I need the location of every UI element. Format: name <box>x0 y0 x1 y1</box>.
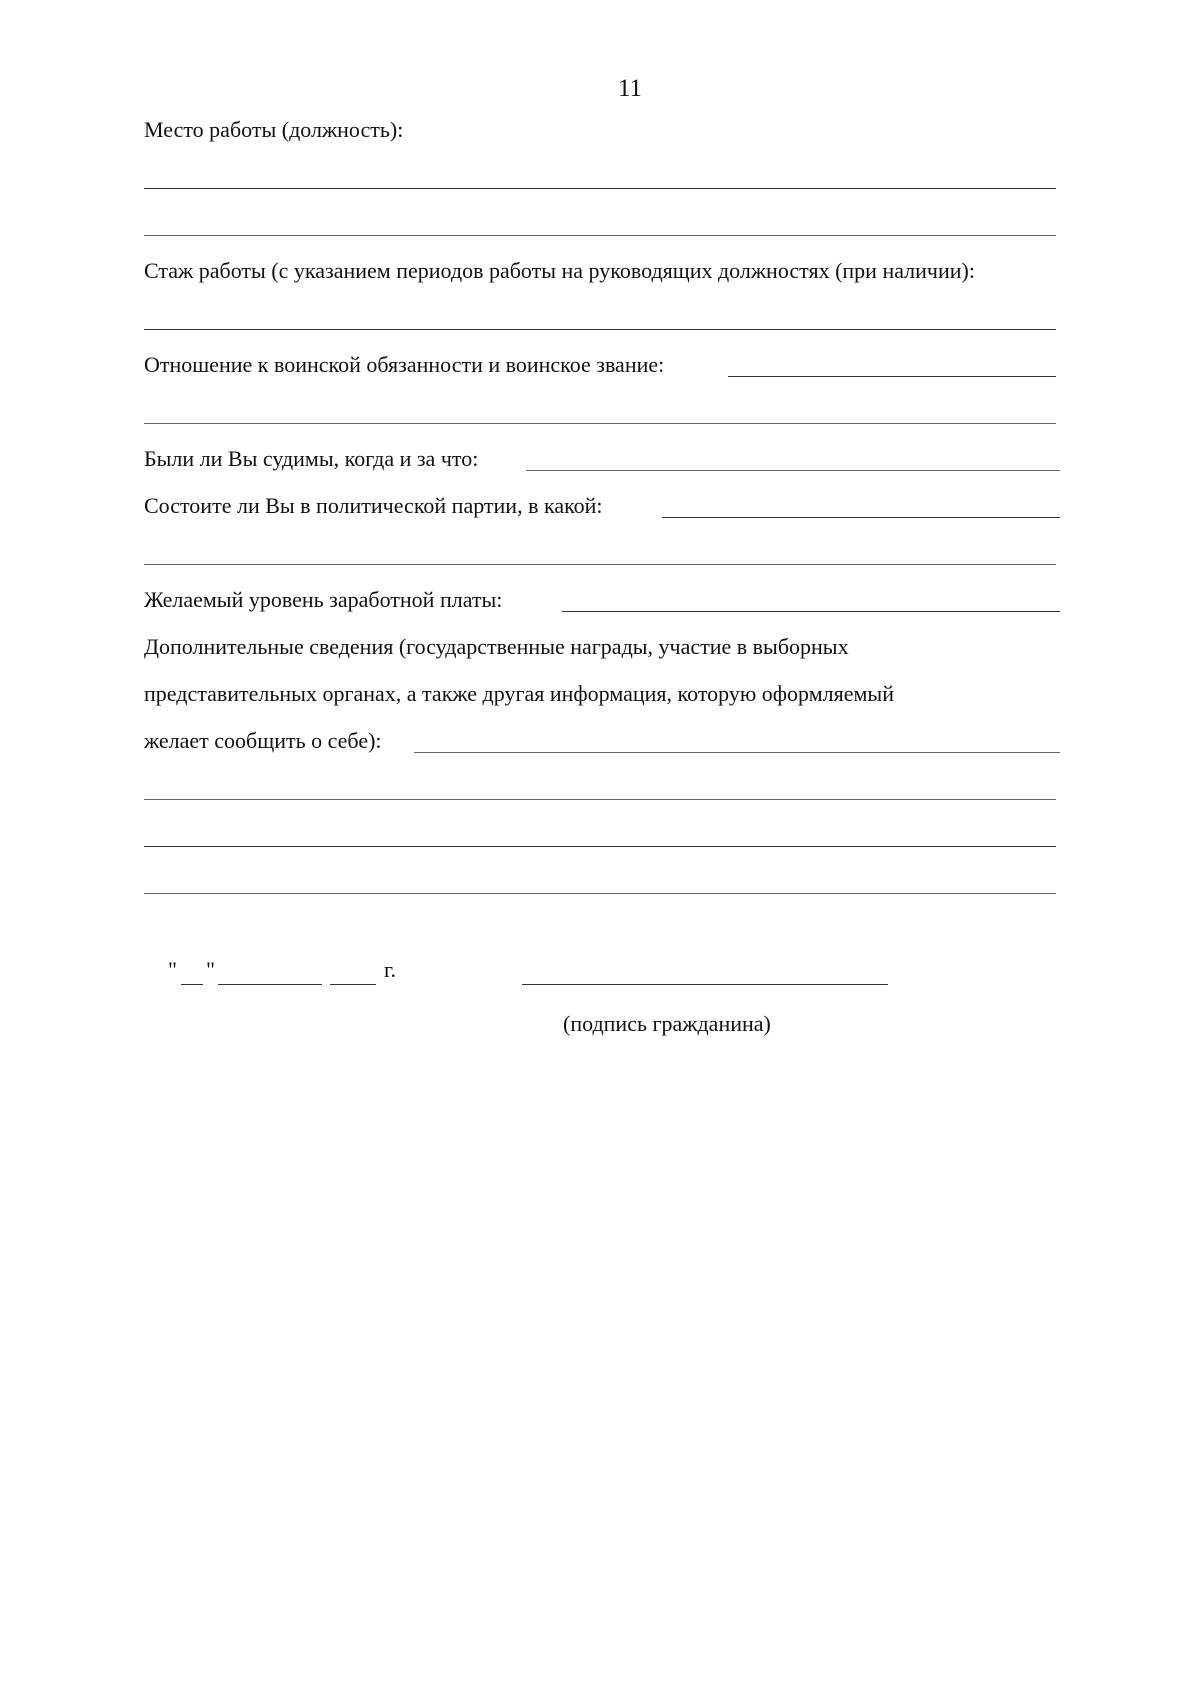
additional-info-input-line-1[interactable] <box>414 752 1060 753</box>
salary-input-line[interactable] <box>562 611 1060 612</box>
date-year-suffix: г. <box>384 957 397 982</box>
party-label: Состоите ли Вы в политической партии, в какой: <box>144 493 603 518</box>
party-input-line-1[interactable] <box>662 517 1060 518</box>
experience-input-line[interactable] <box>144 329 1056 330</box>
military-label: Отношение к воинской обязанности и воинское звание: <box>144 352 665 377</box>
date-open-quote: " <box>168 957 177 982</box>
additional-info-label-line-2: представительных органах, а также другая информация, которую оформляемый <box>144 681 894 706</box>
salary-label: Желаемый уровень заработной платы: <box>144 587 503 612</box>
party-input-line-2[interactable] <box>144 564 1056 565</box>
additional-info-label-line-1: Дополнительные сведения (государственные награды, участие в выборных <box>144 634 849 659</box>
additional-info-label-line-3: желает сообщить о себе): <box>144 728 382 753</box>
date-day-line[interactable] <box>181 984 203 985</box>
military-input-line-1[interactable] <box>728 376 1056 377</box>
additional-info-input-line-2[interactable] <box>144 799 1056 800</box>
conviction-label: Были ли Вы судимы, когда и за что: <box>144 446 479 471</box>
additional-info-input-line-4[interactable] <box>144 893 1056 894</box>
page-number: 11 <box>617 75 643 102</box>
workplace-input-line-1[interactable] <box>144 188 1056 189</box>
additional-info-input-line-3[interactable] <box>144 846 1056 847</box>
experience-label: Стаж работы (с указанием периодов работы на руководящих должностях (при наличии): <box>144 258 975 283</box>
workplace-label: Место работы (должность): <box>144 117 404 142</box>
workplace-input-line-2[interactable] <box>144 235 1056 236</box>
military-input-line-2[interactable] <box>144 423 1056 424</box>
date-close-quote: " <box>206 957 215 982</box>
date-month-line[interactable] <box>218 984 322 985</box>
conviction-input-line[interactable] <box>526 470 1060 471</box>
date-year-line[interactable] <box>330 984 376 985</box>
signature-line[interactable] <box>522 984 888 985</box>
signature-caption: (подпись гражданина) <box>563 1011 771 1036</box>
